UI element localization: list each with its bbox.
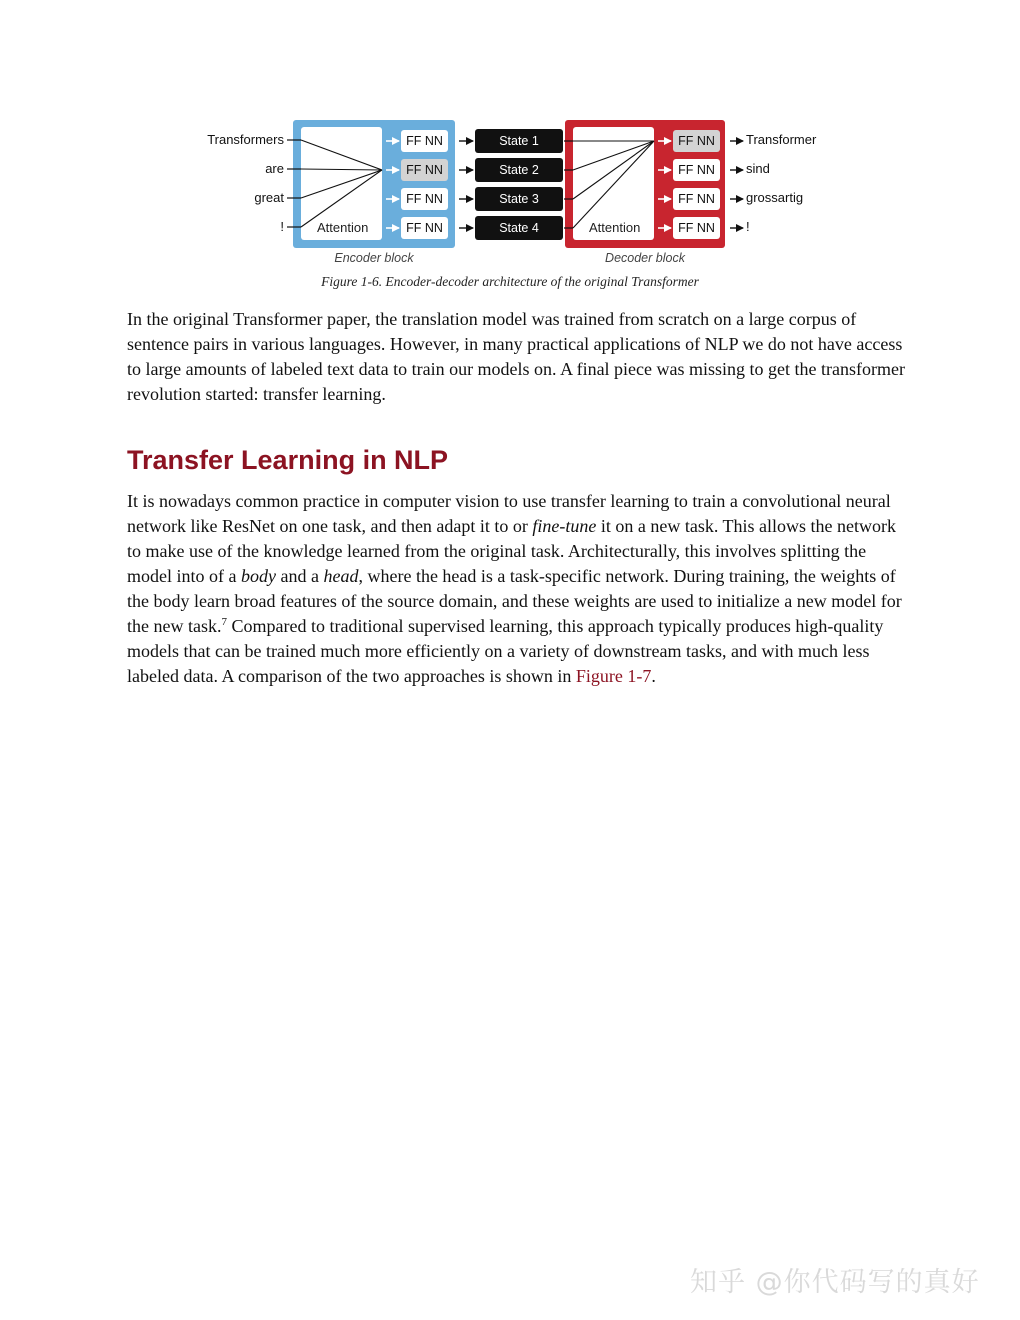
paragraph-transfer-learning [127,489,907,689]
text-run: it on a new task. This allows the network to make use of the knowledge learned from the original task. Architecturally, this involves splitting the model into of a [127,516,897,586]
encoder-ffnn: FF NN [401,188,448,210]
encoder-decoder-figure [200,118,820,268]
paragraph-intro: In the original Transformer paper, the translation model was trained from scratch on a large corpus of sentence pairs in various languages. However, in many practical applications of NLP we do not have access to large amounts of labeled text data to train our models on. A final piece was missing to get the transformer revolution started: transfer learning. [127,309,905,404]
hidden-state: State 1 [475,129,563,153]
text-run: and a [275,566,324,586]
encoder-block-label: Encoder block [334,251,414,265]
decoder-block-label: Decoder block [605,251,685,265]
text-run: It is nowadays common practice in computer vision to use transfer learning to train a convolutional neural network like ResNet on one task, and then adapt it to or [127,491,891,536]
input-token: ! [280,219,284,234]
hidden-state: State 4 [475,216,563,240]
figure-reference-link[interactable]: Figure 1-7 [575,666,652,686]
input-token: are [265,161,284,176]
watermark: 知乎 @你代码写的真好 [690,1267,980,1298]
encoder-attention-label: Attention [317,220,369,235]
output-token: Transformer [746,132,817,147]
output-token: ! [746,219,750,234]
text-run: . [651,666,656,686]
encoder-ffnn: FF NN [401,159,448,181]
decoder-ffnn: FF NN [673,217,720,239]
decoder-attention-label: Attention [589,220,641,235]
section-heading: Transfer Learning in NLP [127,445,449,475]
footnote-marker[interactable]: 7 [221,616,227,628]
hidden-state: State 2 [475,158,563,182]
text-run: Compared to traditional supervised learning, this approach typically produces high-quality models that can be trained much more efficiently on a variety of downstream tasks, and with much less labeled data. A comparison of the two approaches is shown in [127,616,884,686]
text-run: , where the head is a task-specific network. During training, the weights of the body learn broad features of the source domain, and these weights are used to initialize a new model for the new task. [127,566,902,636]
term-head: head [323,566,359,586]
hidden-state: State 3 [475,187,563,211]
output-token: sind [746,161,770,176]
decoder-ffnn: FF NN [673,130,720,152]
encoder-ffnn: FF NN [401,217,448,239]
figure-caption: Figure 1-6. Encoder-decoder architecture of the original Transformer [321,274,699,289]
decoder-ffnn: FF NN [673,159,720,181]
input-token: great [254,190,284,205]
encoder-ffnn: FF NN [401,130,448,152]
decoder-ffnn: FF NN [673,188,720,210]
term-body: body [240,566,276,586]
input-token: Transformers [207,132,284,147]
term-fine-tune: fine-tune [532,516,597,536]
output-token: grossartig [746,190,804,205]
